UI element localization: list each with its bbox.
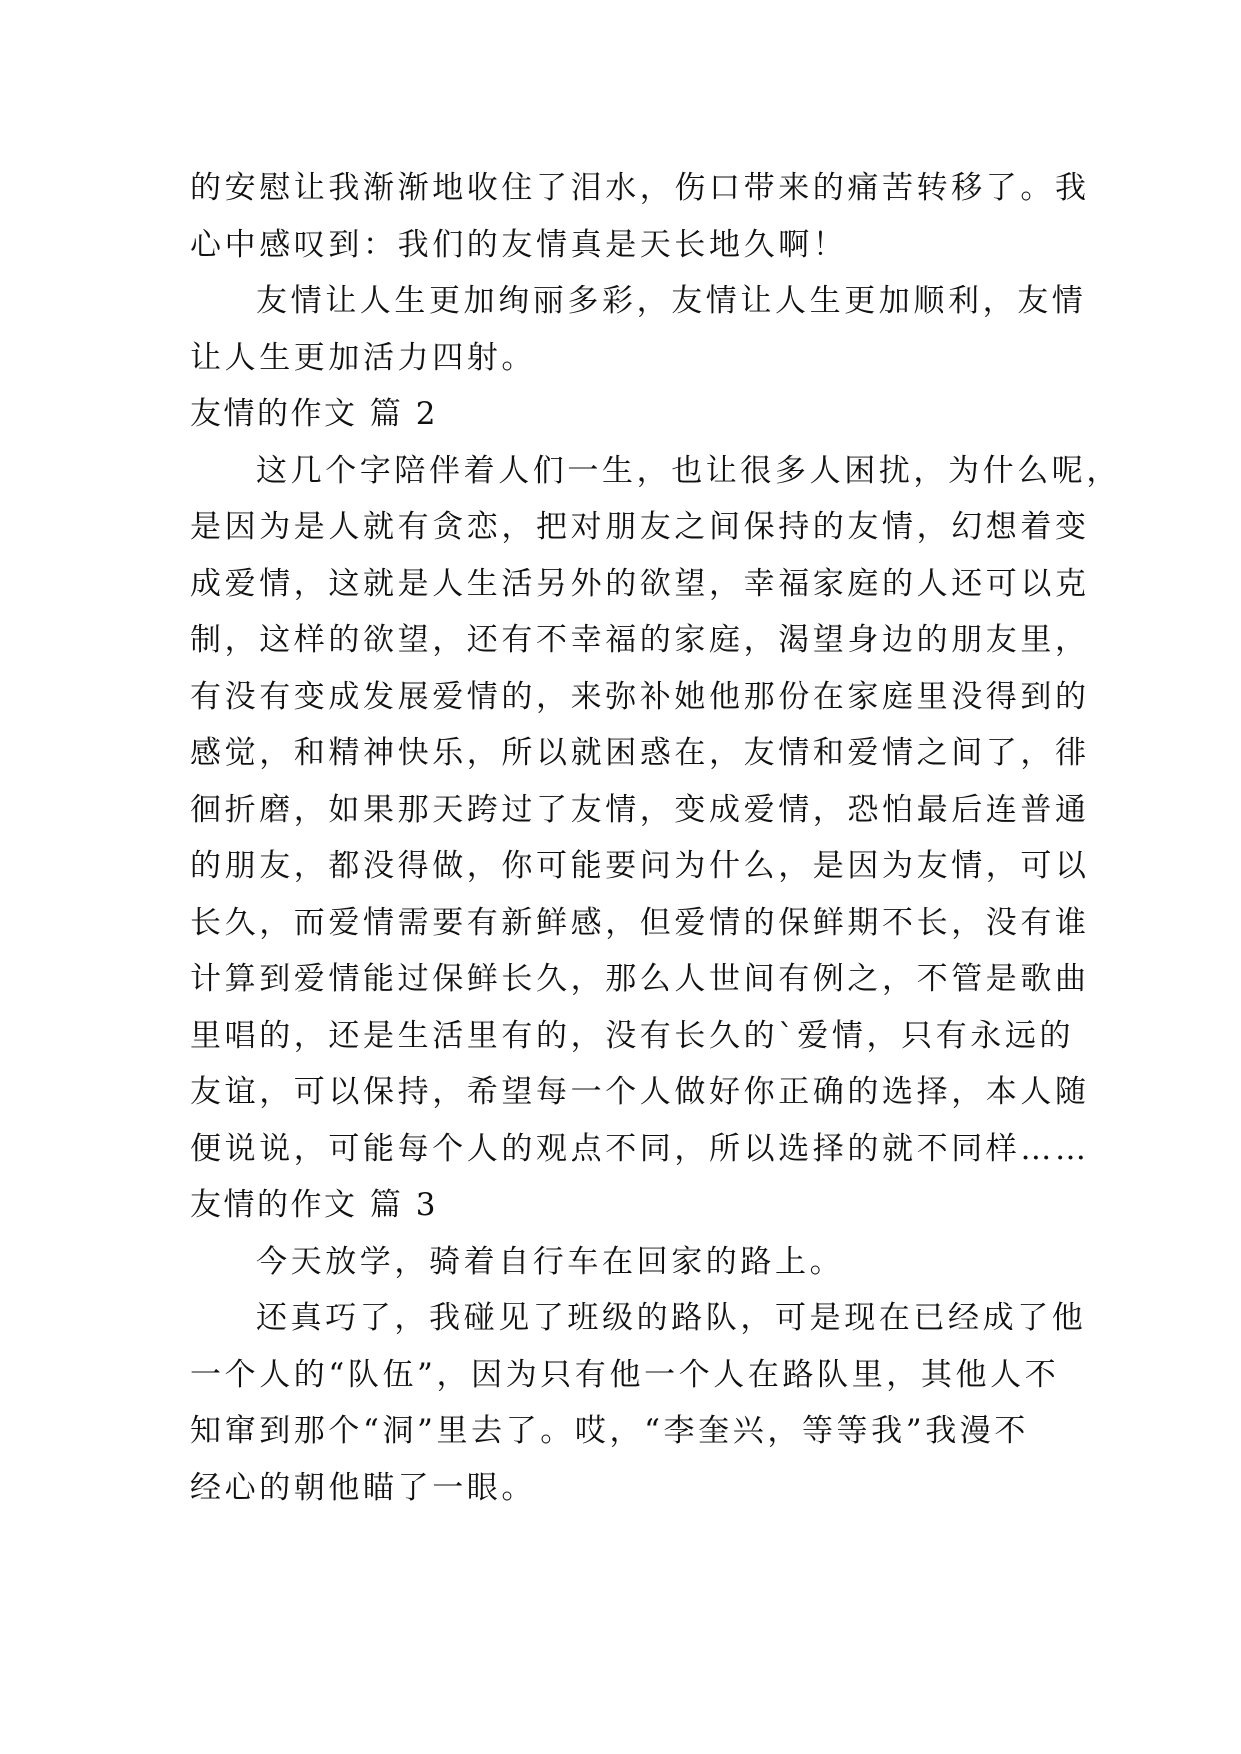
text-line: 的安慰让我渐渐地收住了泪水，伤口带来的痛苦转移了。我 xyxy=(190,170,1090,206)
text-line: 知窜到那个“洞”里去了。哎，“李奎兴，等等我”我漫不 xyxy=(190,1413,1029,1449)
text-line: 还真巧了，我碰见了班级的路队，可是现在已经成了他 xyxy=(256,1300,1087,1336)
text-line: 心中感叹到：我们的友情真是天长地久啊！ xyxy=(190,226,848,263)
section-heading: 友情的作文 篇 3 xyxy=(190,1187,438,1223)
text-line: 长久，而爱情需要有新鲜感，但爱情的保鲜期不长，没有谁 xyxy=(190,904,1090,941)
text-line: 一个人的“队伍”，因为只有他一个人在路队里，其他人不 xyxy=(190,1356,1060,1393)
text-line: 成爱情，这就是人生活另外的欲望，幸福家庭的人还可以克 xyxy=(190,565,1090,602)
text-line: 计算到爱情能过保鲜长久，那么人世间有例之，不管是歌曲 xyxy=(190,961,1090,997)
section-heading: 友情的作文 篇 2 xyxy=(190,396,438,432)
text-line: 制，这样的欲望，还有不幸福的家庭，渴望身边的朋友里， xyxy=(190,622,1090,658)
text-line: 让人生更加活力四射。 xyxy=(190,339,536,376)
text-line: 里唱的，还是生活里有的，没有长久的`爱情，只有永远的 xyxy=(190,1017,1075,1054)
text-line: 便说说，可能每个人的观点不同，所以选择的就不同样…… xyxy=(190,1130,1090,1167)
text-line: 友谊，可以保持，希望每一个人做好你正确的选择，本人随 xyxy=(190,1074,1090,1110)
text-line: 的朋友，都没得做，你可能要问为什么，是因为友情，可以 xyxy=(190,848,1090,884)
text-line: 是因为是人就有贪恋，把对朋友之间保持的友情，幻想着变 xyxy=(190,509,1090,545)
text-line: 感觉，和精神快乐，所以就困惑在，友情和爱情之间了，徘 xyxy=(190,735,1090,771)
text-line: 徊折磨，如果那天跨过了友情，变成爱情，恐怕最后连普通 xyxy=(190,791,1090,828)
text-line: 友情让人生更加绚丽多彩，友情让人生更加顺利，友情 xyxy=(256,283,1087,319)
text-line: 经心的朝他瞄了一眼。 xyxy=(190,1469,536,1506)
document-body xyxy=(190,160,1121,1516)
text-line: 有没有变成发展爱情的，来弥补她他那份在家庭里没得到的 xyxy=(190,678,1090,715)
text-line: 今天放学，骑着自行车在回家的路上。 xyxy=(256,1243,845,1280)
text-line: 这几个字陪伴着人们一生，也让很多人困扰，为什么呢， xyxy=(256,452,1121,489)
